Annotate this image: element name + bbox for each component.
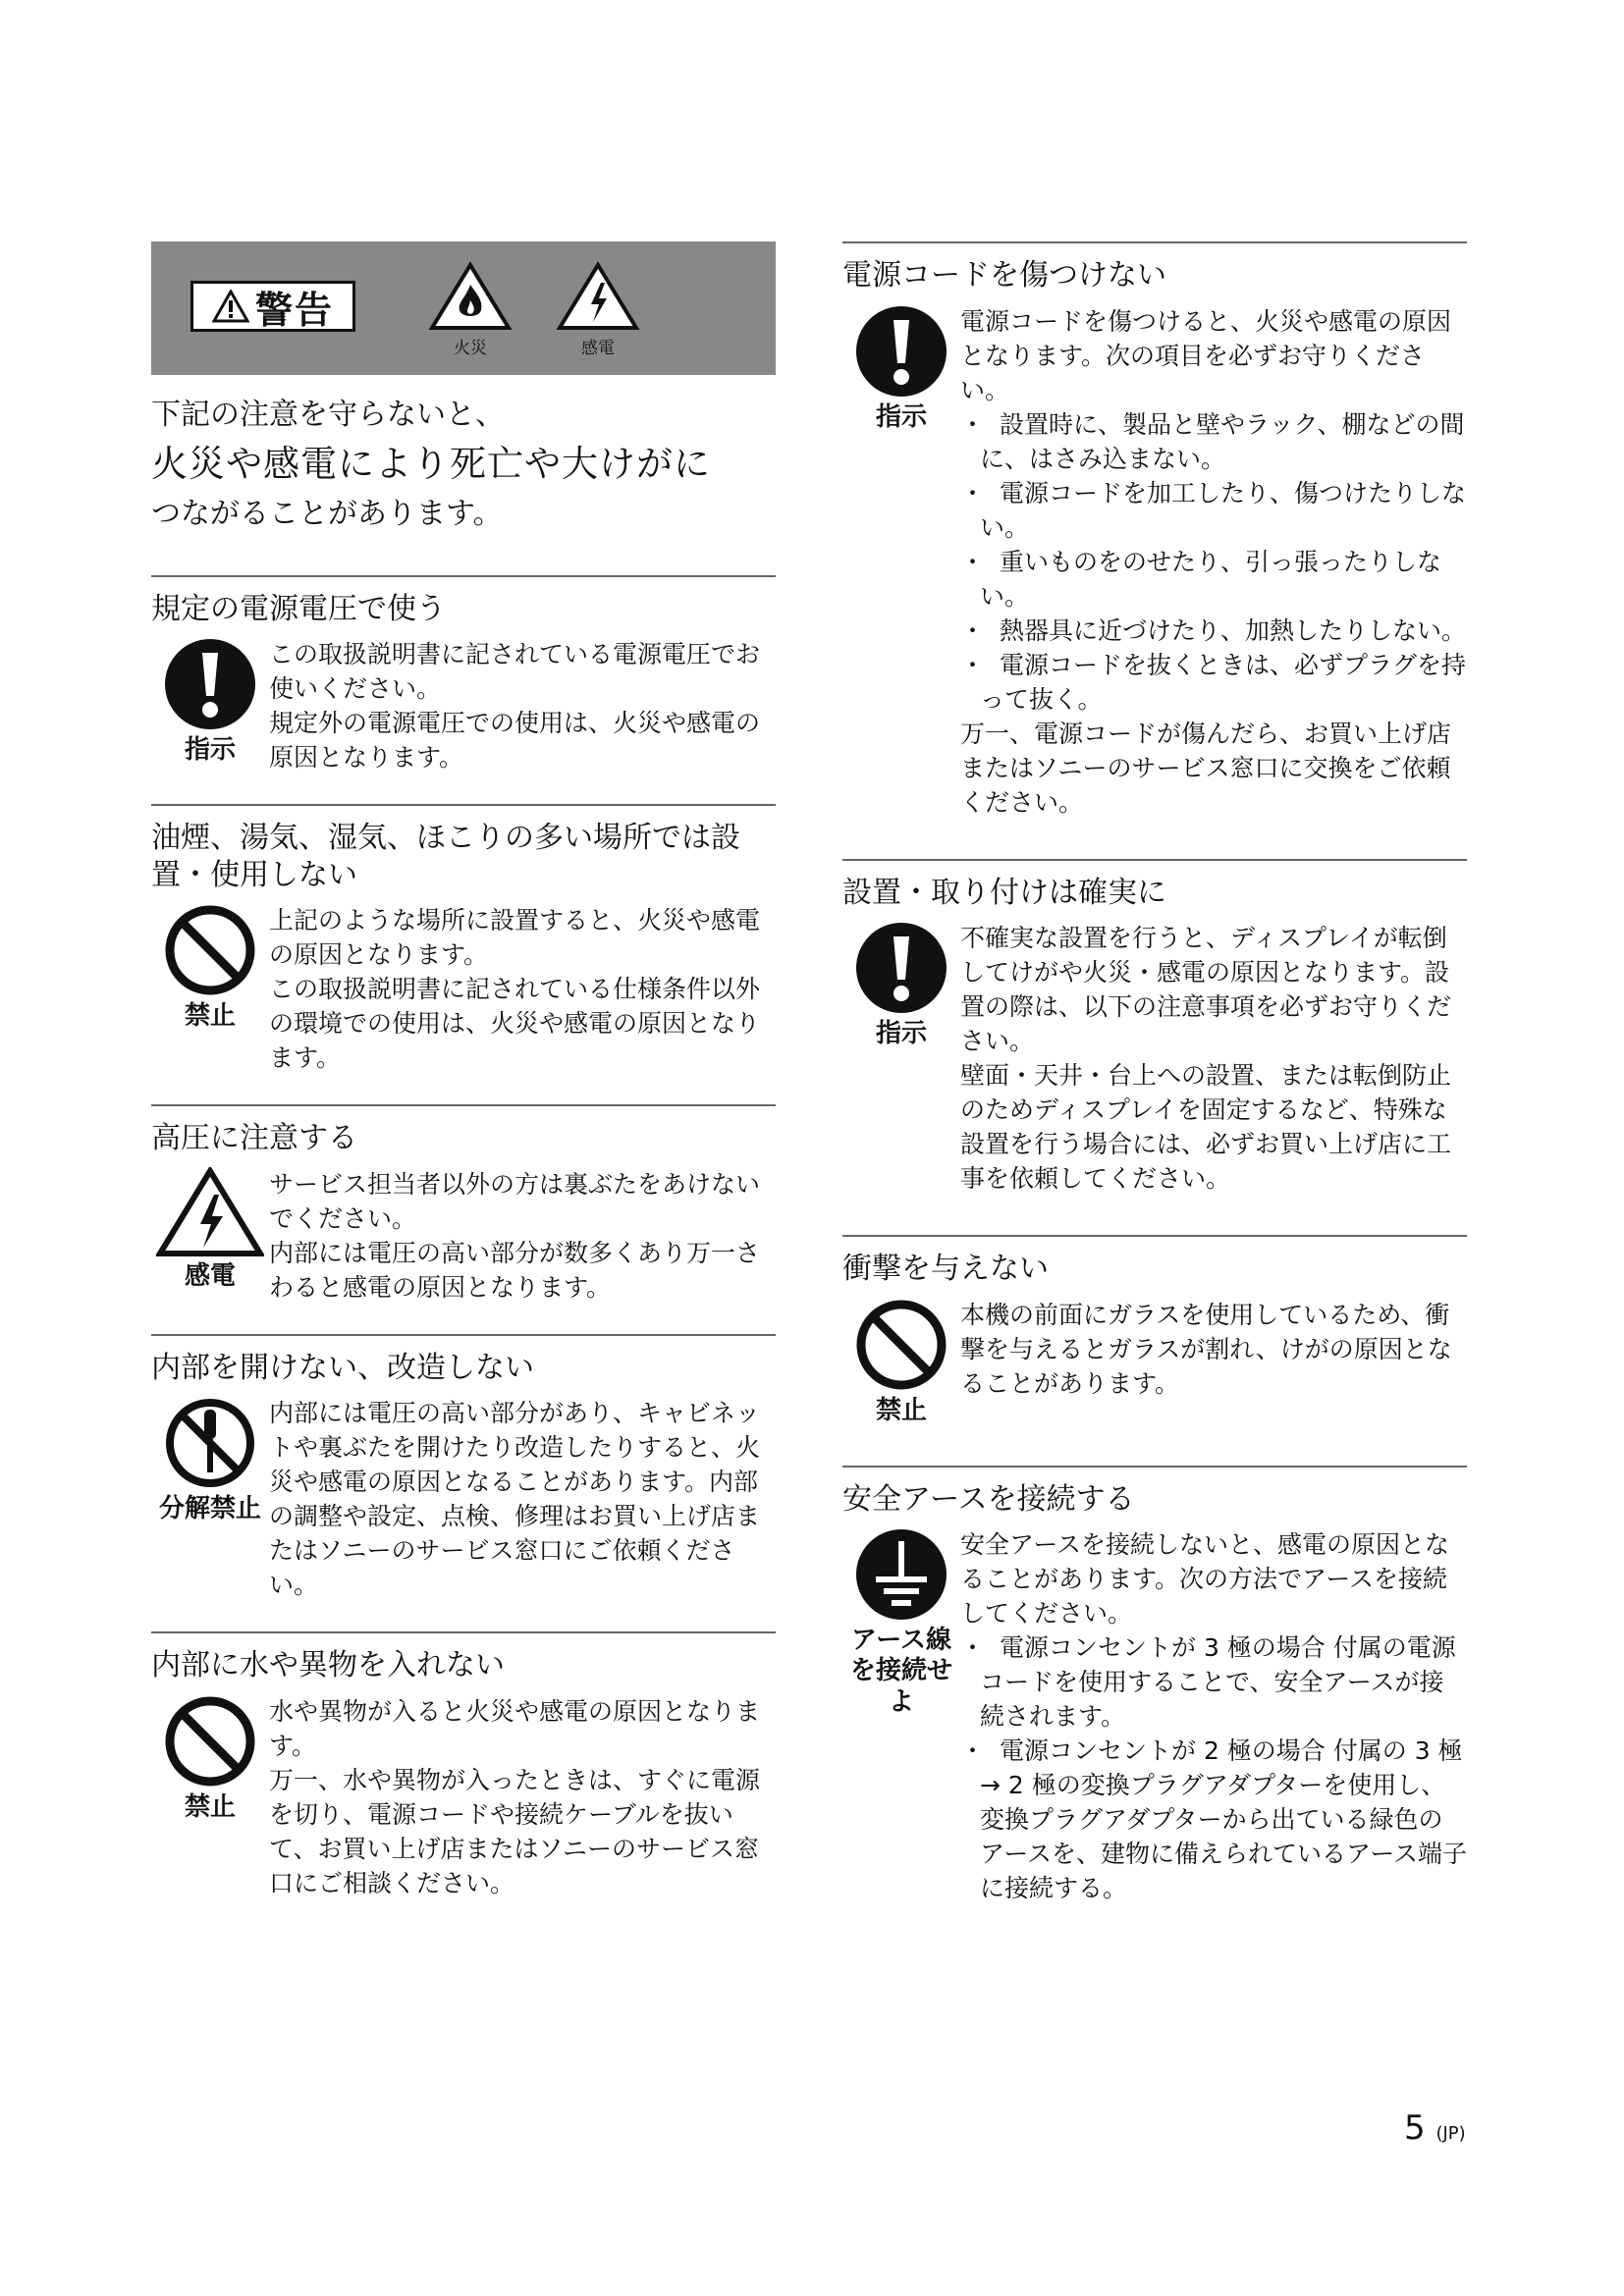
safety-symbol	[842, 921, 960, 1196]
safety-symbol	[151, 1694, 269, 1900]
right-sections	[842, 241, 1467, 1905]
warning-banner	[151, 241, 776, 375]
fire-hazard	[428, 261, 513, 358]
warning-label: 警告	[254, 288, 334, 332]
bullet-item	[960, 545, 1467, 614]
page-number-suffix: (JP)	[1435, 2123, 1466, 2144]
section-body	[842, 921, 1467, 1196]
section-text	[960, 1298, 1467, 1426]
section-paragraph: 規定外の電源電圧での使用は、火災や感電の原因となります。	[269, 709, 761, 772]
electric-shock-icon	[156, 1167, 264, 1257]
shock-hazard	[556, 261, 640, 358]
warning-section	[842, 1466, 1467, 1906]
warning-section	[842, 241, 1467, 820]
fire-caption: 火災	[454, 339, 487, 358]
section-title: 安全アースを接続する	[842, 1481, 1135, 1517]
bullet-text: 設置時に、製品と壁やラック、棚などの間に、はさみ込まない。	[980, 409, 1465, 473]
section-text	[269, 1396, 776, 1602]
left-column	[151, 241, 776, 1900]
bullet-item	[960, 1630, 1467, 1734]
section-title: 衝撃を与えない	[842, 1252, 1049, 1286]
bullet-text: 電源コンセントが 2 極の場合 付属の 3 極→ 2 極の変換プラグアダプターを使用し、変換プラグアダプターから出ている緑色のアースを、建物に備えられているアース端子に接続する。	[980, 1736, 1468, 1903]
bullet-dot: ・	[960, 615, 986, 645]
warning-section	[842, 1235, 1467, 1426]
symbol-caption: 禁止	[875, 1395, 927, 1425]
section-body	[151, 637, 776, 774]
section-title: 内部を開けない、改造しない	[151, 1350, 534, 1385]
instruction-icon	[854, 921, 948, 1015]
symbol-caption: 感電	[184, 1260, 236, 1291]
bullet-dot: ・	[960, 547, 986, 576]
bullet-text: 熱器具に近づけたり、加熱したりしない。	[1000, 615, 1467, 645]
bullet-item	[960, 648, 1467, 717]
section-paragraph: 安全アースを接続しないと、感電の原因となることがあります。次の方法でアースを接続してください。	[960, 1530, 1450, 1629]
warning-section	[842, 859, 1467, 1197]
warning-section	[151, 804, 776, 1075]
section-title: 設置・取り付けは確実に	[842, 875, 1166, 910]
bullet-text: 電源コードを加工したり、傷つけたりしない。	[980, 478, 1467, 542]
section-title: 規定の電源電圧で使う	[151, 591, 446, 626]
lightning-icon	[556, 261, 640, 332]
symbol-caption: 禁止	[184, 1791, 236, 1822]
section-paragraph: この取扱説明書に記されている仕様条件以外の環境での使用は、火災や感電の原因となります。	[269, 975, 761, 1072]
bullet-text: 重いものをのせたり、引っ張ったりしない。	[980, 547, 1442, 611]
section-title: 高圧に注意する	[151, 1121, 357, 1155]
section-body	[842, 304, 1467, 820]
warning-section	[151, 1631, 776, 1900]
safety-symbol	[842, 1527, 960, 1905]
intro-line-2: 火災や感電により死亡や大けがに	[151, 443, 711, 485]
section-text	[269, 1167, 776, 1305]
warning-section	[151, 575, 776, 775]
warning-section	[151, 1334, 776, 1603]
intro-line-3: つながることがあります。	[151, 496, 503, 531]
section-paragraph: 万一、水や異物が入ったときは、すぐに電源を切り、電源コードや接続ケーブルを抜いて、お買い上げ店またはソニーのサービス窓口にご相談ください。	[269, 1765, 761, 1897]
section-title: 電源コードを傷つけない	[842, 258, 1166, 293]
left-sections	[151, 575, 776, 1900]
section-paragraph: 電源コードを傷つけると、火災や感電の原因となります。次の項目を必ずお守りください。	[960, 306, 1452, 404]
section-title: 油煙、湯気、湿気、ほこりの多い場所では設置・使用しない	[151, 821, 740, 892]
instruction-icon	[163, 637, 257, 731]
shock-caption: 感電	[581, 339, 615, 358]
section-paragraph: 上記のような場所に設置すると、火災や感電の原因となります。	[269, 906, 761, 969]
section-body	[151, 903, 776, 1075]
symbol-caption: 指示	[184, 735, 236, 765]
section-paragraph: 内部には電圧の高い部分があり、キャビネットや裏ぶたを開けたり改造したりすると、火災や感電の原因となることがあります。内部の調整や設定、点検、修理はお買い上げ店またはソニーのサービス窓口にご依頼ください。	[269, 1399, 761, 1599]
section-paragraph: 万一、電源コードが傷んだら、お買い上げ店またはソニーのサービス窓口に交換をご依頼ください。	[960, 719, 1452, 817]
section-text	[960, 1527, 1467, 1905]
section-paragraph: 本機の前面にガラスを使用しているため、衝撃を与えるとガラスが割れ、けがの原因となることがあります。	[960, 1300, 1452, 1398]
page-number	[1404, 2109, 1466, 2148]
section-paragraph: 壁面・天井・台上への設置、または転倒防止のためディスプレイを固定するなど、特殊な設置を行う場合には、必ずお買い上げ店に工事を依頼してください。	[960, 1061, 1452, 1193]
section-paragraph: 内部には電圧の高い部分が数多くあり万一さわると感電の原因となります。	[269, 1238, 761, 1302]
symbol-caption: 分解禁止	[158, 1494, 261, 1523]
symbol-caption: 指示	[875, 1019, 927, 1048]
safety-symbol	[842, 1298, 960, 1426]
page-number-value: 5	[1404, 2109, 1426, 2148]
bullet-dot: ・	[960, 650, 986, 679]
prohibition-icon	[163, 903, 257, 997]
fire-icon	[428, 261, 513, 332]
safety-symbol	[842, 304, 960, 820]
bullet-dot: ・	[960, 1736, 986, 1766]
section-paragraph: サービス担当者以外の方は裏ぶたをあけないでください。	[269, 1169, 761, 1233]
section-body	[842, 1298, 1467, 1426]
symbol-caption: 禁止	[184, 1001, 236, 1031]
bullet-item	[960, 1734, 1467, 1905]
section-text	[960, 921, 1467, 1196]
alert-triangle-icon	[212, 290, 249, 323]
safety-symbol	[151, 1167, 269, 1305]
section-text	[269, 637, 776, 774]
intro-text	[151, 393, 776, 536]
intro-line-1: 下記の注意を守らないと、	[151, 398, 505, 432]
ground-icon	[854, 1527, 948, 1622]
section-body	[151, 1167, 776, 1305]
bullet-dot: ・	[960, 478, 986, 507]
right-column	[842, 241, 1467, 1905]
instruction-icon	[854, 304, 948, 399]
section-text	[269, 1694, 776, 1900]
bullet-text: 電源コンセントが 3 極の場合 付属の電源コードを使用することで、安全アースが接続されます。	[980, 1633, 1456, 1732]
section-paragraph: 不確実な設置を行うと、ディスプレイが転倒してけがや火災・感電の原因となります。設置の際は、以下の注意事項を必ずお守りください。	[960, 924, 1452, 1055]
section-paragraph: 水や異物が入ると火災や感電の原因となります。	[269, 1696, 761, 1760]
safety-symbol	[151, 1396, 269, 1602]
section-title: 内部に水や異物を入れない	[151, 1648, 505, 1682]
bullet-item	[960, 476, 1467, 545]
bullet-dot: ・	[960, 1633, 986, 1663]
symbol-caption: アース線を接続せよ	[849, 1626, 952, 1717]
section-text	[960, 304, 1467, 820]
bullet-item	[960, 407, 1467, 476]
safety-symbol	[151, 903, 269, 1075]
safety-symbol	[151, 637, 269, 774]
warning-section	[151, 1104, 776, 1305]
bullet-text: 電源コードを抜くときは、必ずプラグを持って抜く。	[980, 650, 1467, 714]
prohibition-icon	[854, 1298, 948, 1392]
symbol-caption: 指示	[875, 401, 927, 432]
warning-label-box	[190, 281, 355, 332]
section-body	[842, 1527, 1467, 1905]
bullet-dot: ・	[960, 409, 986, 439]
section-paragraph: この取扱説明書に記されている電源電圧でお使いください。	[269, 640, 761, 703]
no-disassembly-icon	[163, 1396, 257, 1490]
section-text	[269, 903, 776, 1075]
section-body	[151, 1694, 776, 1900]
bullet-item	[960, 614, 1467, 648]
prohibition-icon	[163, 1694, 257, 1789]
section-body	[151, 1396, 776, 1602]
